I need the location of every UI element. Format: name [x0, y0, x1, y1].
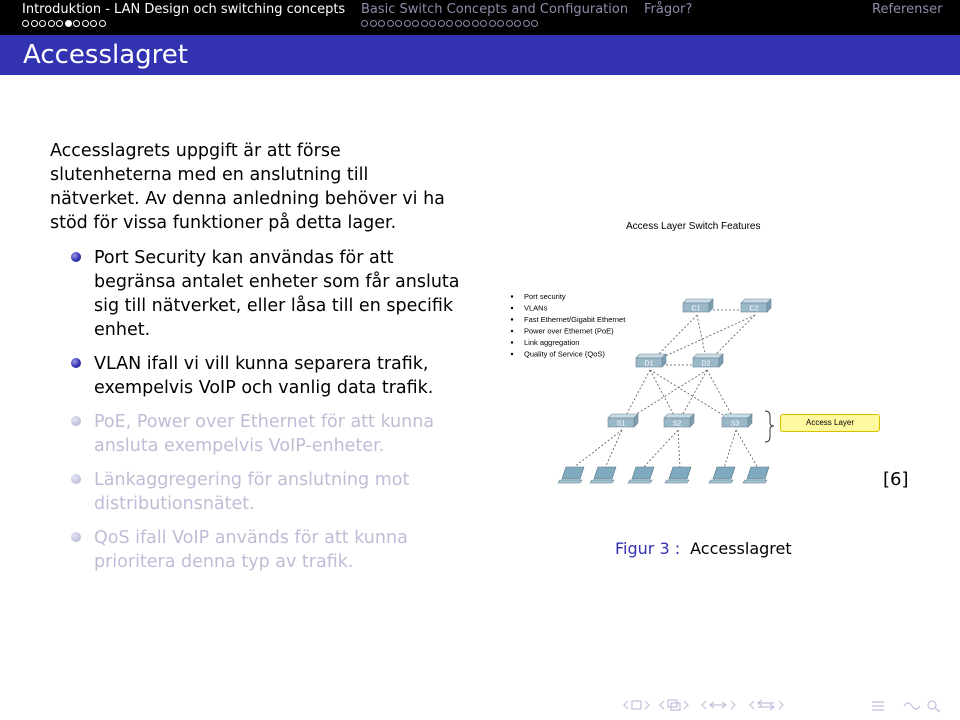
align-icon[interactable]: [872, 702, 884, 710]
svg-text:C1: C1: [691, 305, 701, 313]
nav-progress-dot[interactable]: [65, 20, 72, 27]
nav-progress-dot[interactable]: [514, 20, 521, 27]
slide-icon: [632, 701, 641, 709]
list-item-text: Länkaggregering för anslutning mot distributionsnätet.: [94, 470, 410, 514]
nav-section-fragor[interactable]: Frågor?: [644, 2, 693, 17]
subsection-icon: [710, 702, 726, 708]
end-device-group: [558, 467, 769, 483]
beamer-navigation-symbols: [622, 697, 952, 713]
nav-progress-dot[interactable]: [455, 20, 462, 27]
slide-prev-icon[interactable]: [624, 701, 628, 709]
list-item-text: PoE, Power over Ethernet för att kunna ansluta exempelvis VoIP-enheter.: [94, 412, 435, 456]
pc-icon: [665, 467, 691, 483]
nav-progress-dot[interactable]: [395, 20, 402, 27]
nav-progress-dot[interactable]: [82, 20, 89, 27]
bullet-icon: [71, 358, 81, 368]
feature-bullet-icon: [511, 307, 513, 309]
nav-progress-dot[interactable]: [90, 20, 97, 27]
switch-group: [608, 299, 771, 428]
nav-progress-dot[interactable]: [404, 20, 411, 27]
nav-progress-dot[interactable]: [480, 20, 487, 27]
svg-text:S1: S1: [616, 420, 626, 428]
nav-progress-dot[interactable]: [412, 20, 419, 27]
citation-reference[interactable]: [6]: [883, 469, 909, 490]
nav-progress-dot[interactable]: [31, 20, 38, 27]
nav-progress-dot[interactable]: [429, 20, 436, 27]
switch-s3: [722, 414, 752, 428]
feature-bullet-icon: [511, 330, 513, 332]
nav-progress-dot[interactable]: [506, 20, 513, 27]
section-prev-icon[interactable]: [750, 701, 754, 709]
pc-icon: [590, 467, 616, 483]
svg-text:C2: C2: [749, 305, 759, 313]
nav-section-introduktion-progress: [22, 20, 106, 30]
list-item-port-security: [50, 246, 470, 342]
svg-text:S3: S3: [730, 420, 740, 428]
subsection-next-icon[interactable]: [731, 701, 735, 709]
list-item-text: Port Security kan användas för att begränsa antalet enheter som får ansluta sig till nätverket, eller låsa till en specifik enhet.: [94, 248, 460, 340]
list-item-text: QoS ifall VoIP används för att kunna prioritera denna typ av trafik.: [94, 528, 408, 572]
bullet-icon: [71, 416, 81, 426]
feature-bullet-icon: [511, 341, 513, 343]
figure-feature-list: [511, 292, 626, 359]
frame-icon: [668, 700, 680, 710]
pc-icon: [558, 467, 584, 483]
access-layer-label: Access Layer: [780, 414, 880, 432]
frame-title: Accesslagret: [23, 40, 188, 70]
bullet-icon: [71, 474, 81, 484]
list-item-link-aggregation: [50, 468, 470, 516]
nav-progress-dot[interactable]: [421, 20, 428, 27]
frame-next-icon[interactable]: [684, 701, 688, 709]
switch-s2: [664, 414, 694, 428]
feature-item: VLANs: [524, 303, 548, 313]
nav-progress-dot[interactable]: [361, 20, 368, 27]
list-item-poe: [50, 410, 470, 458]
nav-progress-dot[interactable]: [489, 20, 496, 27]
nav-progress-dot[interactable]: [531, 20, 538, 27]
feature-item: Fast Ethernet/Gigabit Ethernet: [524, 315, 626, 324]
subsection-prev-icon[interactable]: [702, 701, 706, 709]
nav-progress-dot[interactable]: [48, 20, 55, 27]
frame-prev-icon[interactable]: [660, 701, 664, 709]
pc-icon: [709, 467, 735, 483]
network-diagram-figure: [500, 215, 785, 500]
section-navigation-bar: [0, 0, 960, 35]
nav-section-introduktion[interactable]: Introduktion - LAN Design och switching concepts: [22, 2, 346, 17]
nav-progress-dot[interactable]: [446, 20, 453, 27]
figure-caption-label: Figur 3 :: [615, 539, 681, 558]
section-next-icon[interactable]: [779, 701, 783, 709]
nav-progress-dot[interactable]: [370, 20, 377, 27]
feature-list: [50, 246, 470, 584]
figure-caption: [615, 538, 792, 560]
frame-title-bar: [0, 35, 960, 75]
access-layer-bracket: [765, 411, 774, 442]
feature-bullet-icon: [511, 353, 513, 355]
list-item-vlan: [50, 352, 470, 400]
nav-progress-dot[interactable]: [378, 20, 385, 27]
svg-text:D1: D1: [644, 360, 654, 368]
nav-progress-dot[interactable]: [56, 20, 63, 27]
bullet-icon: [71, 532, 81, 542]
nav-progress-dot[interactable]: [73, 20, 80, 27]
feature-bullet-icon: [511, 295, 513, 297]
nav-progress-dot[interactable]: [523, 20, 530, 27]
nav-progress-dot[interactable]: [22, 20, 29, 27]
switch-c1: [683, 299, 713, 313]
switch-s1: [608, 414, 638, 428]
intro-paragraph: Accesslagrets uppgift är att förse slutenheterna med en anslutning till nätverket. Av denna anledning behöver vi ha stöd för vissa funktioner på detta lager.: [50, 141, 445, 233]
figure-title: Access Layer Switch Features: [626, 221, 761, 232]
pc-icon: [743, 467, 769, 483]
nav-progress-dot[interactable]: [463, 20, 470, 27]
nav-progress-dot[interactable]: [438, 20, 445, 27]
nav-progress-dot[interactable]: [39, 20, 46, 27]
nav-section-referenser[interactable]: Referenser: [872, 2, 943, 17]
feature-item: Link aggregation: [524, 338, 580, 347]
switch-d1: [636, 354, 666, 368]
switch-d2: [693, 354, 723, 368]
feature-item: Port security: [524, 292, 566, 301]
feature-item: Power over Ethernet (PoE): [524, 326, 614, 336]
nav-progress-dot[interactable]: [99, 20, 106, 27]
list-item-qos: [50, 526, 470, 574]
nav-section-basic-switch[interactable]: Basic Switch Concepts and Configuration: [361, 2, 629, 17]
feature-item: Quality of Service (QoS): [524, 349, 605, 359]
nav-progress-dot[interactable]: [497, 20, 504, 27]
bullet-icon: [71, 252, 81, 262]
feature-bullet-icon: [511, 318, 513, 320]
svg-text:S2: S2: [672, 420, 682, 428]
section-icon: [758, 700, 774, 710]
search-icon[interactable]: [904, 701, 940, 712]
nav-progress-dot[interactable]: [387, 20, 394, 27]
nav-progress-dot[interactable]: [472, 20, 479, 27]
pc-icon: [628, 467, 654, 483]
figure-caption-text: Accesslagret: [690, 539, 792, 558]
nav-section-basic-switch-progress: [361, 20, 538, 30]
switch-c2: [741, 299, 771, 313]
svg-text:D2: D2: [701, 360, 711, 368]
slide-next-icon[interactable]: [645, 701, 649, 709]
list-item-text: VLAN ifall vi vill kunna separera trafik, exempelvis VoIP och vanlig data trafik.: [94, 354, 434, 398]
